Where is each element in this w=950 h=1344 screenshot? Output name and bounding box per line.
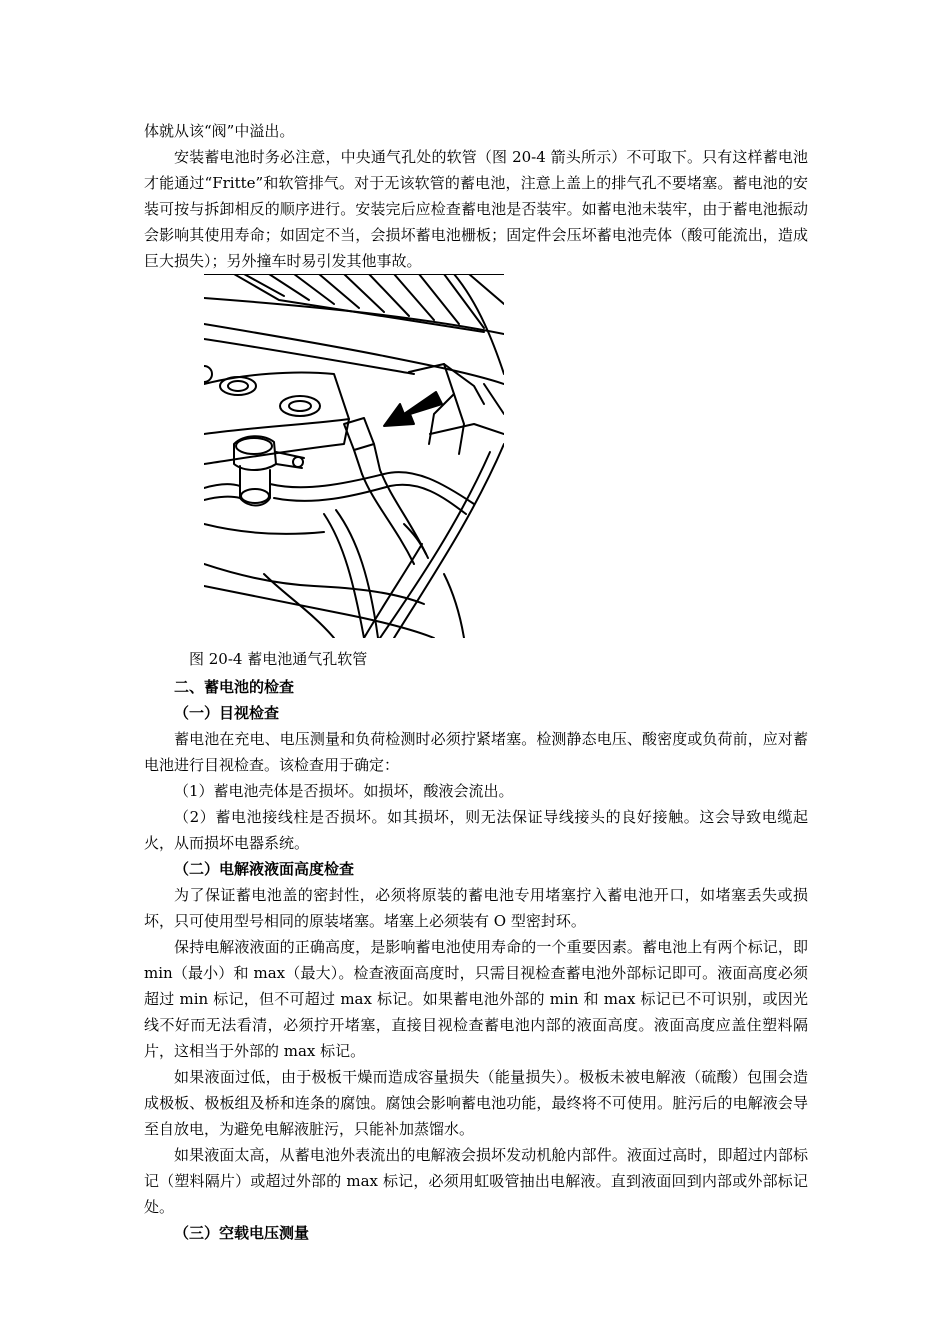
paragraph-level-high: 如果液面太高，从蓄电池外表流出的电解液会损坏发动机舱内部件。液面过高时，即超过内部标记（塑料隔片）或超过外部的 max 标记，必须用虹吸管抽出电解液。直到液面回到内部或外部标记处。 xyxy=(144,1146,808,1216)
subheading-electrolyte-level: （二）电解液液面高度检查 xyxy=(174,860,355,878)
subheading-open-circuit-voltage: （三）空载电压测量 xyxy=(174,1224,310,1242)
subheading-visual-check: （一）目视检查 xyxy=(174,704,280,722)
top-text-block xyxy=(144,118,808,274)
battery-vent-hose-figure xyxy=(204,274,504,638)
battery-vent-hose-illustration-icon xyxy=(204,274,504,638)
paragraph-level-markers: 保持电解液液面的正确高度，是影响蓄电池使用寿命的一个重要因素。蓄电池上有两个标记，即 min（最小）和 max（最大）。检查液面高度时，只需目视检查蓄电池外部标记即可。液面高度必须超过 min 标记，但不可超过 max 标记。如果蓄电池外部的 min 和 max 标记已不可识别，或因光线不好而无法看清，必须拧开堵塞，直接目视检查蓄电池内部的液面高度。液面高度应盖住塑料隔片，这相当于外部的 max 标记。 xyxy=(144,938,808,1060)
section-heading-inspection: 二、蓄电池的检查 xyxy=(174,678,295,696)
list-item-1: （1）蓄电池壳体是否损坏。如损坏，酸液会流出。 xyxy=(174,782,514,800)
inspection-section xyxy=(144,674,808,1246)
paragraph-installation: 安装蓄电池时务必注意，中央通气孔处的软管（图 20-4 箭头所示）不可取下。只有这样蓄电池才能通过“Fritte”和软管排气。对于无该软管的蓄电池，注意上盖上的排气孔不要堵塞。蓄电池的安装可按与拆卸相反的顺序进行。安装完后应检查蓄电池是否装牢。如蓄电池未装牢，由于蓄电池振动会影响其使用寿命；如固定不当，会损坏蓄电池栅板；固定件会压坏蓄电池壳体（酸可能流出，造成巨大损失）；另外撞车时易引发其他事故。 xyxy=(144,148,808,270)
paragraph-level-low: 如果液面过低，由于极板干燥而造成容量损失（能量损失）。极板未被电解液（硫酸）包围会造成极板、极板组及桥和连条的腐蚀。腐蚀会影响蓄电池功能，最终将不可使用。脏污后的电解液会导至自放电，为避免电解液脏污，只能补加蒸馏水。 xyxy=(144,1068,808,1138)
figure-caption: 图 20-4 蓄电池通气孔软管 xyxy=(189,650,368,668)
paragraph-visual-check: 蓄电池在充电、电压测量和负荷检测时必须拧紧堵塞。检测静态电压、酸密度或负荷前，应对蓄电池进行目视检查。该检查用于确定： xyxy=(144,730,808,774)
paragraph-continuation: 体就从该“阀”中溢出。 xyxy=(144,122,295,140)
list-item-2: （2）蓄电池接线柱是否损坏。如其损坏，则无法保证导线接头的良好接触。这会导致电缆起火，从而损坏电器系统。 xyxy=(144,808,808,852)
paragraph-plug: 为了保证蓄电池盖的密封性，必须将原装的蓄电池专用堵塞拧入蓄电池开口，如堵塞丢失或损坏，只可使用型号相同的原装堵塞。堵塞上必须装有 O 型密封环。 xyxy=(144,886,808,930)
